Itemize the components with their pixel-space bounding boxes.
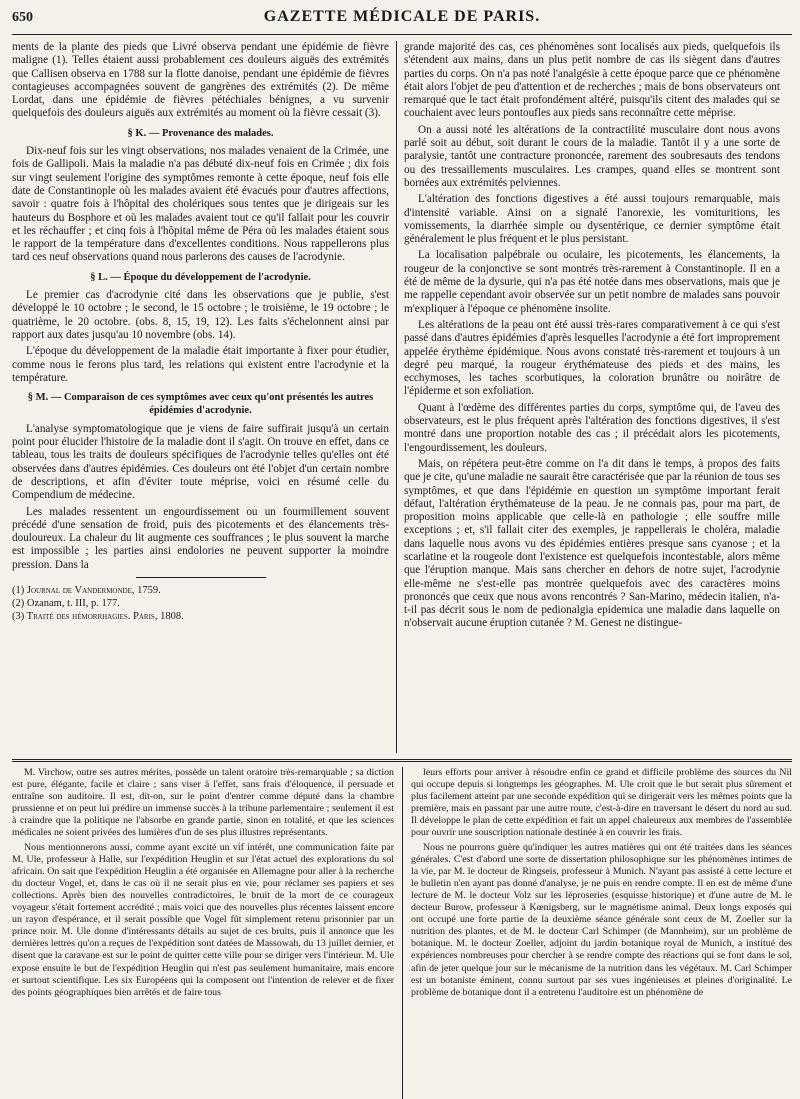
paragraph: Quant à l'œdème des différentes parties du corps, symptôme qui, de l'aveu des observateurs, est le plus fréquent après l'altération des fonctions digestives, il s'est montré dans une proportion notable des cas ; il précédait alors les picotements, l'engourdissement, les douleurs. (404, 401, 780, 454)
journal-title: GAZETTE MÉDICALE DE PARIS. (263, 8, 541, 25)
paragraph: L'époque du développement de la maladie était importante à fixer pour étudier, comme nous le ferons plus tard, les relations qui existent entre l'acrodynie et la température. (12, 345, 389, 384)
paragraph: Mais, on répétera peut-être comme on l'a dit dans le temps, à propos des faits que je cite, qu'une maladie ne saurait être caractérisée que par la réunion de tous ses symptômes, et que dans l'épidémie en question un symptôme important ferait défaut, l'altération érythémateuse de la peau. Je ne connais pas, pour ma part, de proposition moins applicable que celle-là en pathologie ; elle souffre mille exceptions ; et, s'il fallait citer des exemples, je rappellerais le choléra, maladie dans laquelle nous avons vu des épidémies entières presque sans cyanose ; et la scarlatine et la rougeole dont l'existence est quelquefois incontestable, alors même que l'éruption manque. Mais sans chercher en dehors de notre sujet, l'acrodynie elle-même ne s'est-elle pas montrée quelquefois avec des caractères moins prononcés que ceux que nous avons rencontrés ? San-Marino, médecin italien, n'a-t-il pas décrit sous le nom de pedionalgia epidemica une maladie dans laquelle on n'observait aucune éruption cutanée ? M. Genest ne distingue- (404, 457, 780, 630)
paragraph: L'altération des fonctions digestives a été aussi toujours remarquable, mais d'intensité variable. Ainsi on a signalé l'anorexie, les vomituritions, les vomissements, la diarrhée simple ou dysentérique, ce dernier symptôme était généralement le plus fréquent et le plus persistant. (404, 193, 780, 246)
paragraph: Les malades ressentent un engourdissement ou un fourmillement souvent précédé d'une sensation de froid, puis des picotements et des élancements très-douloureux. La chaleur du lit augmente ces souffrances ; le plus souvent la marche est impossible ; les parties ainsi endolories ne peuvent supporter la moindre pression. Dans la (12, 505, 389, 571)
paragraph: Nous mentionnerons aussi, comme ayant excité un vif intérêt, une communication faite par M. Ule, professeur à Halle, sur l'expédition Heuglin et sur l'état actuel des explorations du sol africain. On sait que l'expédition Heuglin a été organisée en Allemagne pour aller à la recherche du docteur Vogel, et, dans le cas où il ne serait plus en vie, pour réclamer ses papiers et ses collections. Après bien des nouvelles contradictoires, le bruit de la mort de ce courageux voyageur s'était fortement accrédité ; mais voici que des nouvelles plus récentes laissent encore un rayon d'espérance, et il serait possible que Vogel fût simplement retenu prisonnier par un prince noir. M. Ule donne d'intéressants détails au sujet de ces bruits, puis il annonce que les dernières lettres qu'on a reçues de l'expédition sont datées de Massowah, du 13 juillet dernier, et disent que la caravane est sur le point de quitter cette ville pour se diriger vers l'intérieur. M. Ule expose ensuite le but de l'expédition Heuglin qui n'est pas seulement humanitaire, mais encore et surtout scientifique. Les six Européens qui la composent ont l'intention de relever et de fixer des points géographiques bien arrêtés et de faire tous (12, 841, 394, 998)
footnotes (12, 584, 389, 623)
section-heading: § K. — Provenance des malades. (127, 127, 274, 139)
feuilleton-separator (12, 759, 792, 762)
feuilleton (12, 767, 792, 1099)
paragraph: L'analyse symptomatologique que je viens de faire suffirait jusqu'à un certain point pour élucider l'histoire de la maladie dont il s'agit. On trouve en effet, dans ce tableau, tous les traits de douleurs spécifiques de l'acrodynie telles qu'elles ont été observées dans d'autres épidémies. Ces douleurs ont été l'objet d'un certain nombre de descriptions, et afin d'éviter toute méprise, voici en résumé celle du Compendium de médecine. (12, 422, 389, 502)
paragraph: M. Virchow, outre ses autres mérites, possède un talent oratoire très-remarquable ; sa diction est pure, élégante, facile et claire ; sans viser à l'effet, sans frais d'éloquence, il persuade et entraîne son auditoire. Il est, dit-on, sur le point d'entrer comme député dans la chambre prussienne et on peut lui prédire un immense succès à la tribune parlementaire ; seulement il est à craindre que la politique ne l'absorbe en grande partie, sinon en totalité, et que les sciences médicales ne soient privées des lumières d'un de ses plus illustres représentants. (12, 767, 394, 839)
section-heading: § M. — Comparaison de ces symptômes avec ceux qu'ont présentés les autres épidémies d'acrodynie. (27, 392, 374, 417)
paragraph: On a aussi noté les altérations de la contractilité musculaire dont nous avons parlé soit au début, soit durant le cours de la maladie. Tantôt il y a une sorte de paralysie, tantôt une contracture prononcée, rarement des soubresauts des tendons ou des tressaillements musculaires. Les crampes, quand elles se montrent sont bornées aux extrémités pelviennes. (404, 123, 780, 189)
paragraph: grande majorité des cas, ces phénomènes sont localisés aux pieds, quelquefois ils s'étendent aux mains, dans un plus petit nombre de cas ils siègent dans d'autres parties du corps. On n'a pas noté l'analgésie à cette époque parce que ce phénomène était alors l'objet de peu d'attention et de recherches ; mais de bons observateurs ont remarqué que le tact était profondément altéré, puisqu'ils citent des malades qui se couchaient avec leurs pontoufles aux pieds sans reconnaître cette méprise. (404, 41, 780, 120)
feuilleton-right-column (402, 767, 792, 1099)
footnote: (3) Traité des hémorrhagies. Paris, 1808. (12, 610, 184, 622)
section-heading: § L. — Époque du développement de l'acrodynie. (90, 271, 311, 283)
paragraph: ments de la plante des pieds que Livré observa pendant une épidémie de fièvre maligne (1). Telles étaient aussi probablement ces douleurs aiguës des extrémités que Callisen observa en 1788 sur la flotte danoise, pendant une épidémie de fièvres contagieuses accompagnées souvent de gangrènes des extrémités (2). De même Lordat, dans une épidémie de fièvres pétéchiales bénignes, a vu survenir quelquefois des douleurs aiguës aux extrémités au moment où la fièvre cessait (3). (12, 41, 389, 120)
main-article (12, 41, 792, 753)
paragraph: La localisation palpébrale ou oculaire, les picotements, les élancements, la rougeur de la conjonctive se sont montrés très-rarement à Constantinople. Il en a été de même de la dysurie, qui n'a pas été notée dans mes observations, mais que je me rappelle cependant avoir observée sur un petit nombre de malades sans pouvoir m'expliquer à l'époque ce phénomène insolite. (404, 249, 780, 315)
footnote-rule (136, 577, 266, 578)
footnote: (2) Ozanam, t. III, p. 177. (12, 597, 120, 609)
feuilleton-left-column (12, 767, 402, 1099)
page-header (12, 8, 792, 35)
article-left-column (12, 41, 396, 753)
page-number: 650 (12, 10, 33, 25)
paragraph: leurs efforts pour arriver à résoudre enfin ce grand et difficile problème des sources du Nil qui occupe depuis si longtemps les géographes. M. Ule croit que le but serait plus sûrement et plus facilement atteint par une seconde expédition qui se dirigerait vers les mêmes points que la première, mais en passant par une autre route, c'est-à-dire en traversant le désert du nord au sud. Il développe le plan de cette expédition et fait un appel chaleureux aux membres de l'assemblée pour ouvrir une souscription nationale destinée à en couvrir les frais. (411, 767, 792, 839)
paragraph: Les altérations de la peau ont été aussi très-rares comparativement à ce qui s'est passé dans d'autres épidémies d'après lesquelles l'acrodynie a été fort improprement appelée érythème épidémique. Nous avons constaté très-rarement et toujours à un degré peu marqué, la rougeur érythémateuse des pieds et des mains, les ecchymoses, les taches scorbutiques, la coloration brunâtre ou noirâtre de l'épiderme et son exfoliation. (404, 318, 780, 398)
paragraph: Le premier cas d'acrodynie cité dans les observations que je publie, s'est développé le 10 octobre ; le second, le 15 octobre ; le troisième, le 19 octobre ; le quatrième, le 20 octobre. (obs. 8, 15, 19, 12). Les faits s'échelonnent ainsi par rapport aux dates jusqu'au 10 novembre (obs. 14). (12, 289, 389, 341)
footnote: (1) Journal de Vandermonde, 1759. (12, 584, 161, 596)
paragraph: Dix-neuf fois sur les vingt observations, nos malades venaient de la Crimée, une fois de Gallipoli. Mais la maladie n'a pas débuté dix-neuf fois en Crimée ; dix fois sur vingt seulement l'origine des symptômes remonte à cette époque, neuf fois elle date de Constantinople où les malades avaient été évacués pour d'autres affections, savoir : quatre fois à l'hôpital des cholériques sous tentes que je dirigeais sur les hauteurs du Bosphore et où les malades avaient tout ce qu'il fallait pour les couvrir et les réchauffer ; et cinq fois à l'hôpital même de Péra où les malades étaient sous le rapport de la température dans d'excellentes conditions. Nous rappellerons plus tard ces neuf observations quand nous parlerons des causes de l'acrodynie. (12, 145, 389, 264)
paragraph: Nous ne pourrons guère qu'indiquer les autres matières qui ont été traitées dans les séances générales. C'est d'abord une sorte de dissertation philosophique sur les phénomènes intimes de la vie, par M. le docteur de Ringseis, professeur à Munich. N'ayant pas assisté à cette lecture et le bulletin n'en ayant pas donné d'analyse, je ne puis en rendre compte. Il en est de même d'une lecture de M. le docteur Volz sur les léproseries (esquisse historique) et d'une autre de M. le docteur Burow, professeur à Kœnigsberg, sur le magnétisme animal. Deux longs exposés qui ont occupé une forte partie de la deuxième séance générale sont ceux de M. Zoeller sur la nutrition des plantes, et de M. le docteur Carl Schimper (de Mannheim), sur un problème de botanique. M. le docteur Zoeller, adjoint du jardin botanique royal de Munich, a institué des expériences nombreuses pour chercher à se rendre compte des réactions qui se font dans le sol, afin de jeter quelque jour sur le mécanisme de la nutrition dans les végétaux. M. Carl Schimper est un botaniste éminent, connu surtout par ses vues ingénieuses et pleines d'originalité. Le problème de botanique dont il a entretenu l'auditoire est un phénomène de (411, 841, 792, 998)
article-right-column (396, 41, 780, 753)
